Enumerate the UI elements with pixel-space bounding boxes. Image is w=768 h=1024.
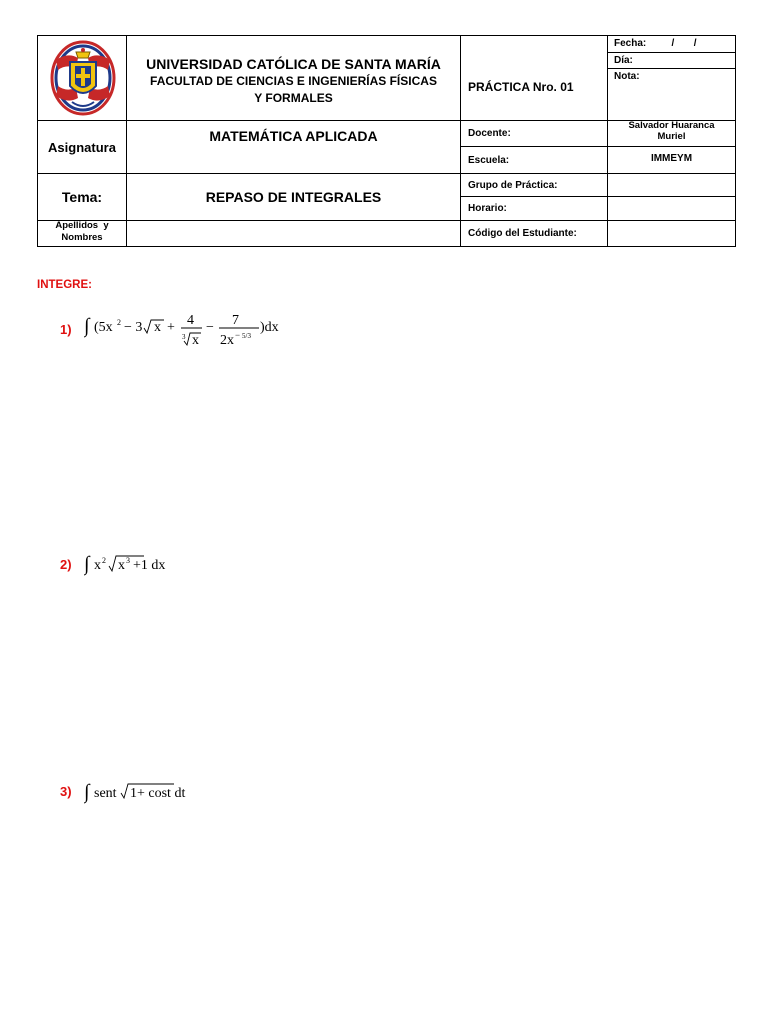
svg-text:−: − bbox=[235, 330, 241, 340]
fecha-label: Fecha: bbox=[614, 38, 647, 49]
fecha-value[interactable]: / / bbox=[671, 38, 697, 49]
svg-text:)dx: )dx bbox=[260, 320, 279, 335]
horario-field[interactable] bbox=[608, 197, 735, 220]
svg-text:3: 3 bbox=[126, 556, 130, 565]
svg-text:1+ cost dt: 1+ cost dt bbox=[130, 786, 186, 801]
codigo-estudiante-field[interactable] bbox=[608, 221, 735, 246]
svg-text:2: 2 bbox=[102, 556, 106, 565]
practica-number: PRÁCTICA Nro. 01 bbox=[468, 80, 574, 94]
instruction-heading: INTEGRE: bbox=[37, 279, 92, 291]
svg-text:−: − bbox=[206, 320, 214, 335]
svg-text:+: + bbox=[167, 320, 175, 335]
tema-label: Tema: bbox=[61, 189, 103, 205]
grupo-practica-label: Grupo de Práctica: bbox=[468, 179, 558, 191]
nota-label: Nota: bbox=[614, 70, 640, 82]
svg-text:7: 7 bbox=[232, 313, 239, 328]
svg-text:2: 2 bbox=[117, 318, 121, 327]
docente-name-line-2: Muriel bbox=[657, 131, 686, 142]
apellidos-label-line-1: Apellidos y bbox=[55, 220, 109, 231]
svg-text:x: x bbox=[192, 333, 199, 348]
svg-text:∫: ∫ bbox=[84, 781, 90, 803]
apellidos-field[interactable] bbox=[127, 221, 460, 246]
svg-text:(5x: (5x bbox=[94, 320, 113, 335]
faculty-line-2: Y FORMALES bbox=[254, 91, 333, 105]
codigo-estudiante-label: Código del Estudiante: bbox=[468, 228, 577, 239]
dia-label: Día: bbox=[614, 54, 633, 66]
problem-2-expression bbox=[84, 550, 194, 580]
asignatura-label: Asignatura bbox=[48, 139, 116, 155]
university-name: UNIVERSIDAD CATÓLICA DE SANTA MARÍA bbox=[146, 56, 441, 72]
university-crest-logo bbox=[48, 38, 118, 118]
svg-text:∫: ∫ bbox=[84, 315, 90, 337]
svg-text:x: x bbox=[94, 558, 101, 573]
svg-text:x: x bbox=[118, 558, 125, 573]
problem-3-expression bbox=[84, 778, 204, 808]
problem-2-number: 2) bbox=[60, 557, 72, 572]
docente-name-line-1: Salvador Huaranca bbox=[628, 120, 715, 131]
problem-1-number: 1) bbox=[60, 322, 72, 337]
problem-3-number: 3) bbox=[60, 784, 72, 799]
svg-text:2x: 2x bbox=[220, 333, 234, 348]
horario-label: Horario: bbox=[468, 203, 507, 214]
svg-text:sent: sent bbox=[94, 786, 117, 801]
svg-text:4: 4 bbox=[187, 313, 194, 328]
docente-label: Docente: bbox=[468, 128, 511, 139]
escuela-value: IMMEYM bbox=[650, 153, 693, 164]
docente-name bbox=[608, 120, 735, 146]
problem-1-expression bbox=[84, 308, 294, 350]
apellidos-label-line-2: Nombres bbox=[61, 232, 103, 243]
svg-text:∫: ∫ bbox=[84, 553, 90, 575]
faculty-line-1: FACULTAD DE CIENCIAS E INGENIERÍAS FÍSICAS bbox=[150, 74, 437, 88]
tema-value: REPASO DE INTEGRALES bbox=[205, 189, 382, 205]
escuela-label: Escuela: bbox=[468, 154, 510, 166]
svg-text:5/3: 5/3 bbox=[242, 332, 251, 340]
apellidos-label bbox=[38, 220, 126, 246]
svg-text:x: x bbox=[154, 320, 161, 335]
svg-text:+1 dx: +1 dx bbox=[133, 558, 166, 573]
svg-text:− 3: − 3 bbox=[124, 320, 143, 335]
asignatura-value: MATEMÁTICA APLICADA bbox=[209, 128, 378, 144]
grupo-practica-field[interactable] bbox=[608, 174, 735, 196]
svg-text:3: 3 bbox=[182, 333, 186, 341]
